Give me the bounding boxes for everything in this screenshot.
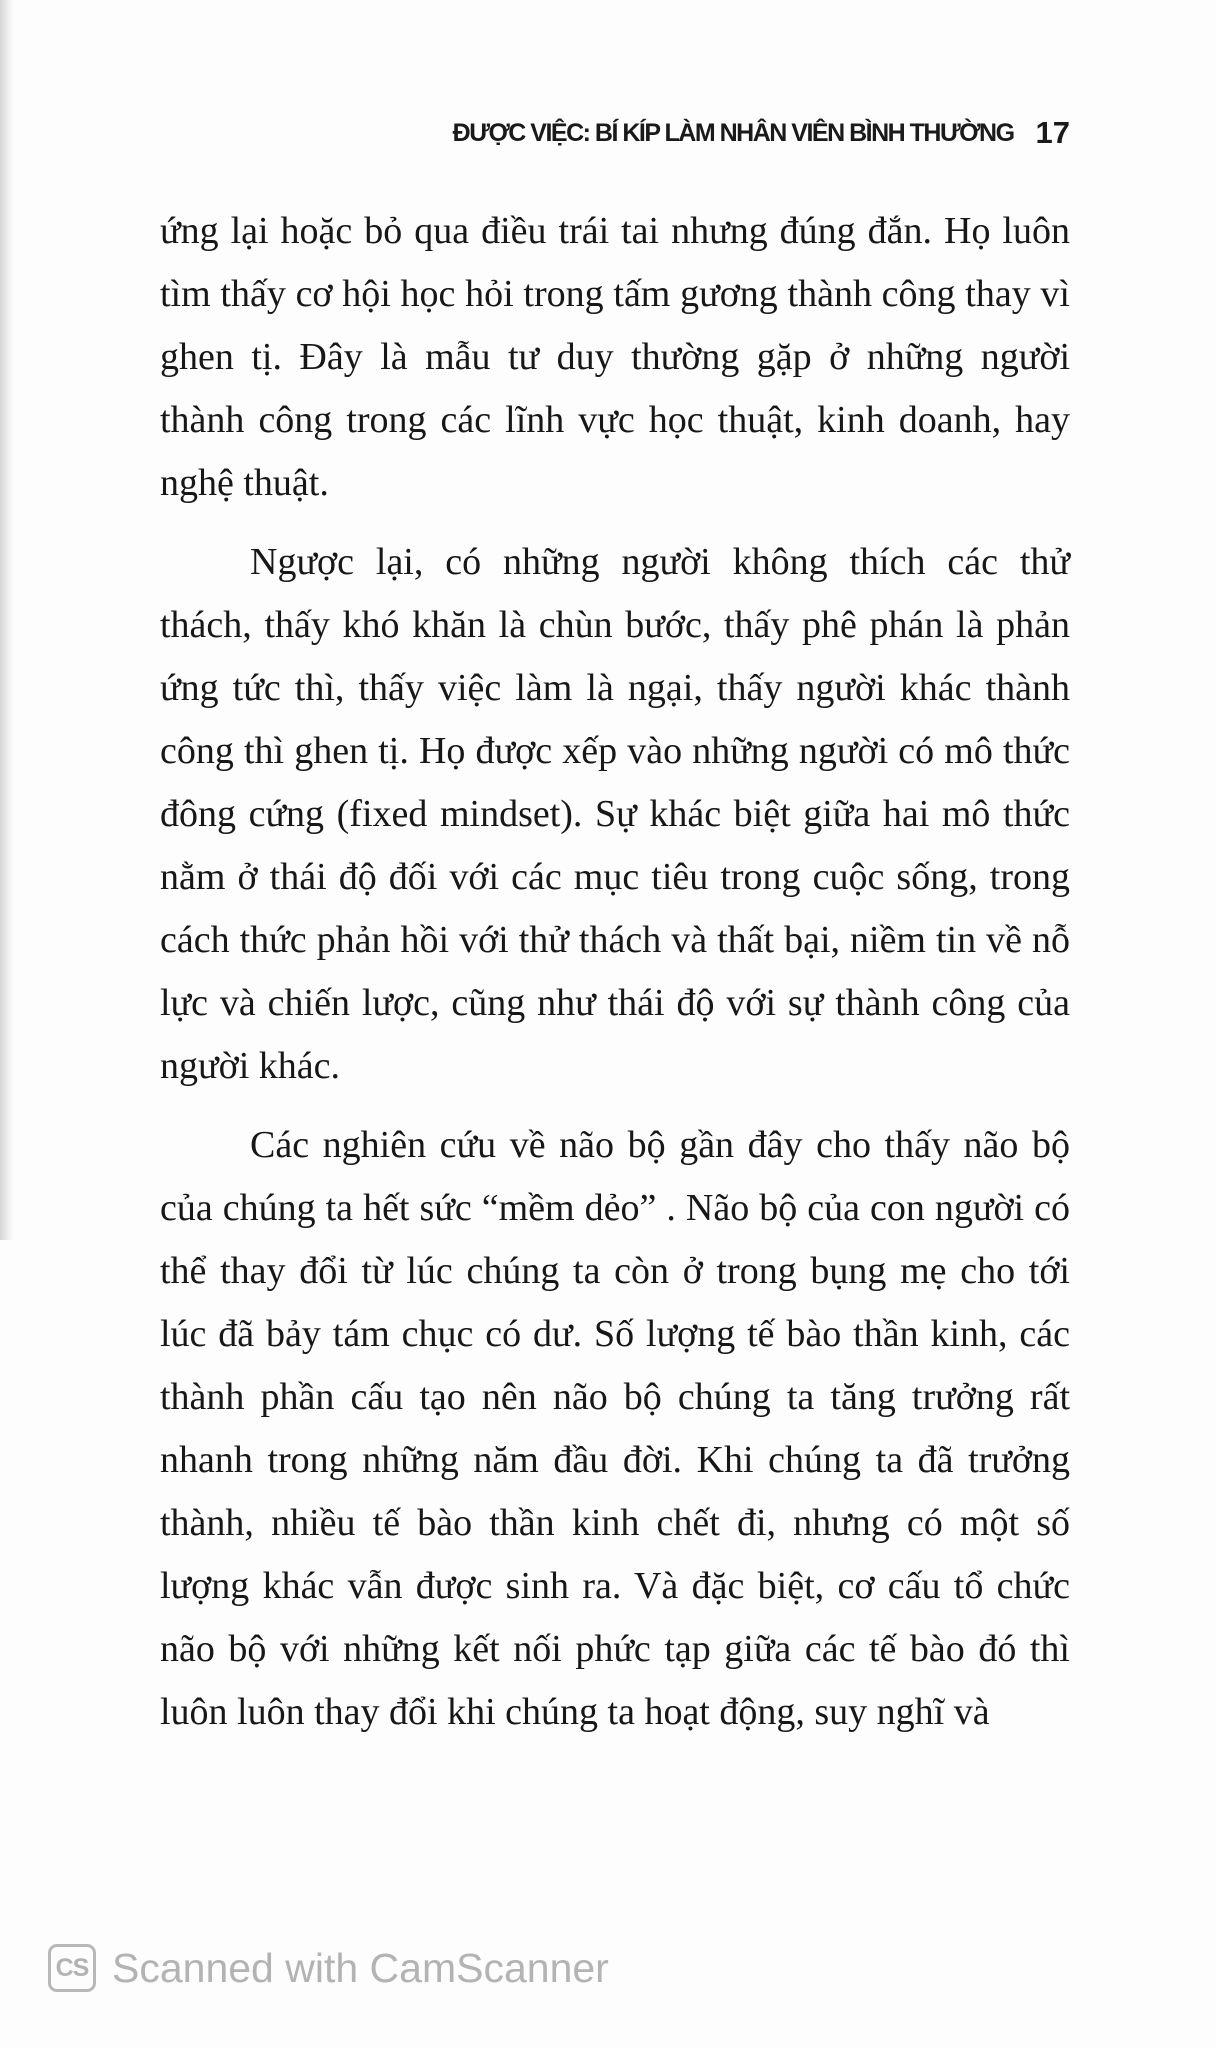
page-binding-edge xyxy=(0,0,14,1240)
page-number: 17 xyxy=(1035,115,1070,150)
running-header xyxy=(430,108,1070,158)
camscanner-logo-icon: CS xyxy=(48,1944,96,1992)
camscanner-watermark xyxy=(48,1944,609,1992)
watermark-text: Scanned with CamScanner xyxy=(112,1944,609,1991)
paragraph-1: ứng lại hoặc bỏ qua điều trái tai nhưng đúng đắn. Họ luôn tìm thấy cơ hội học hỏi trong tấm gương thành công thay vì ghen tị. Đây là mẫu tư duy thường gặp ở những người thành công trong các lĩnh vực học thuật, kinh doanh, hay nghệ thuật. xyxy=(160,210,1070,504)
body-text xyxy=(160,200,1070,1744)
paragraph-3: Các nghiên cứu về não bộ gần đây cho thấy não bộ của chúng ta hết sức “mềm dẻo” . Não bộ của con người có thể thay đổi từ lúc chúng ta còn ở trong bụng mẹ cho tới lúc đã bảy tám chục có dư. Số lượng tế bào thần kinh, các thành phần cấu tạo nên não bộ chúng ta tăng trưởng rất nhanh trong những năm đầu đời. Khi chúng ta đã trưởng thành, nhiều tế bào thần kinh chết đi, nhưng có một số lượng khác vẫn được sinh ra. Và đặc biệt, cơ cấu tổ chức não bộ với những kết nối phức tạp giữa các tế bào đó thì luôn luôn thay đổi khi chúng ta hoạt động, suy nghĩ và xyxy=(160,1124,1070,1733)
paragraph-2: Ngược lại, có những người không thích các thử thách, thấy khó khăn là chùn bước, thấy phê phán là phản ứng tức thì, thấy việc làm là ngại, thấy người khác thành công thì ghen tị. Họ được xếp vào những người có mô thức đông cứng (fixed mindset). Sự khác biệt giữa hai mô thức nằm ở thái độ đối với các mục tiêu trong cuộc sống, trong cách thức phản hồi với thử thách và thất bại, niềm tin về nỗ lực và chiến lược, cũng như thái độ với sự thành công của người khác. xyxy=(160,541,1070,1087)
header-title: ĐƯỢC VIỆC: BÍ KÍP LÀM NHÂN VIÊN BÌNH THƯỜNG xyxy=(452,118,1014,147)
